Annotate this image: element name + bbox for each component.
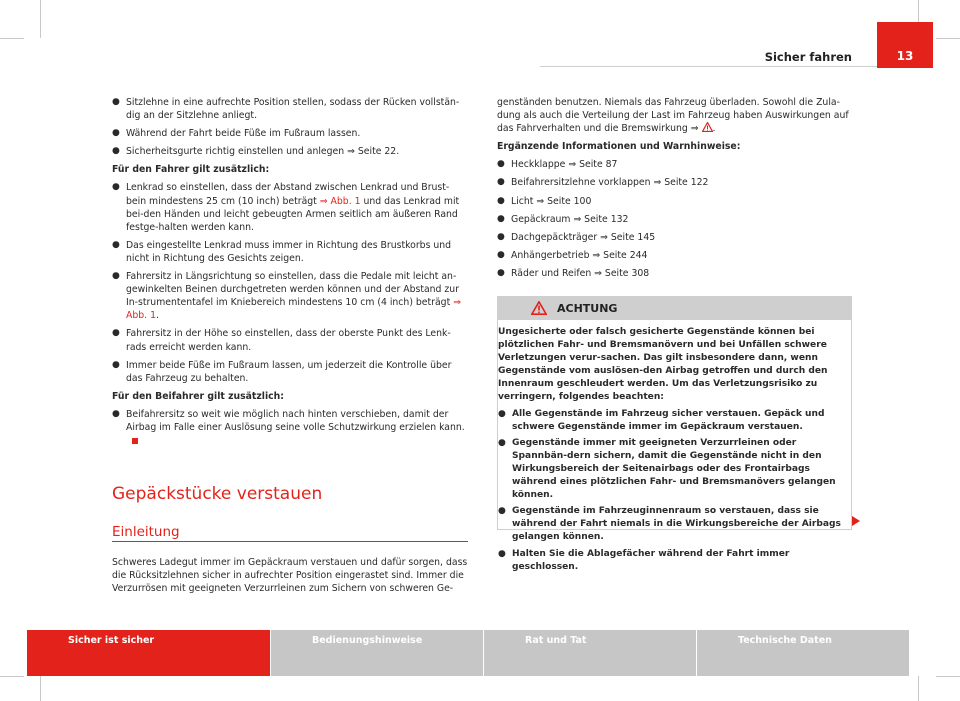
list-item-text: Alle Gegenstände im Fahrzeug sicher verstauen. Gepäck und schwere Gegenstände immer im Gepäckraum verstauen.	[512, 408, 825, 432]
info-heading: Ergänzende Informationen und Warnhinweise:	[497, 141, 741, 153]
bullet-icon: ●	[497, 213, 505, 224]
subsection-rule	[112, 541, 468, 542]
bullet-icon: ●	[112, 146, 120, 157]
list-item	[112, 127, 468, 140]
cross-reference-link[interactable]: Licht ⇒ Seite 100	[511, 195, 592, 207]
continue-arrow-icon	[852, 516, 860, 526]
bullet-icon: ●	[112, 239, 120, 250]
bullet-icon: ●	[497, 231, 505, 242]
list-item-text: Während der Fahrt beide Füße im Fußraum lassen.	[126, 128, 361, 140]
list-item-text: Fahrersitz in Längsrichtung so einstellen, dass die Pedale mit leicht an-gewinkelten Beinen durchgetreten werden können und der Abstand zur In-strumententafel im Kniebereich mindestens 10 cm (4 inch) beträgt	[126, 271, 460, 309]
passenger-heading: Für den Beifahrer gilt zusätzlich:	[112, 390, 284, 402]
list-item	[112, 181, 468, 233]
bullet-icon: ●	[498, 506, 506, 517]
list-item-text: Halten Sie die Ablagefächer während der Fahrt immer geschlossen.	[512, 548, 790, 572]
list-item	[497, 267, 853, 280]
bullet-icon: ●	[112, 408, 120, 419]
cross-reference-link[interactable]: Anhängerbetrieb ⇒ Seite 244	[511, 249, 648, 261]
crop-mark	[40, 0, 41, 38]
list-item	[498, 548, 843, 574]
list-item	[497, 176, 853, 189]
bullet-icon: ●	[498, 437, 506, 448]
list-item-text: Sicherheitsgurte richtig einstellen und anlegen ⇒ Seite 22.	[126, 146, 400, 158]
cross-reference-link[interactable]: Räder und Reifen ⇒ Seite 308	[511, 267, 650, 279]
list-item-text: Immer beide Füße im Fußraum lassen, um jederzeit die Kontrolle über das Fahrzeug zu behalten.	[126, 359, 452, 384]
list-item	[498, 437, 843, 502]
bullet-icon: ●	[112, 128, 120, 139]
bullet-icon: ●	[497, 159, 505, 170]
header-rule	[540, 66, 877, 67]
warning-box	[497, 320, 852, 572]
cross-reference-link[interactable]: Heckklappe ⇒ Seite 87	[511, 159, 618, 171]
warning-body	[498, 326, 843, 574]
bullet-icon: ●	[497, 195, 505, 206]
list-item-text: Beifahrersitz so weit wie möglich nach hinten verschieben, damit der Airbag im Falle einer Auslösung seine volle Schutzwirkung erzielen kann.	[126, 408, 465, 433]
crop-mark	[918, 676, 919, 701]
list-item	[497, 158, 853, 171]
intro-paragraph: Schweres Ladegut immer im Gepäckraum verstauen und dafür sorgen, dass die Rücksitzlehnen sicher in aufrechter Position eingerastet sind. Immer die Verzurrösen mit geeigneten Verzurrleinen zum Sichern von schweren Ge-	[112, 557, 468, 595]
list-item	[112, 359, 468, 385]
bullet-icon: ●	[112, 271, 120, 282]
bullet-icon: ●	[112, 182, 120, 193]
tab-rat-und-tat[interactable]: Rat und Tat	[484, 630, 696, 676]
crop-mark	[40, 676, 41, 701]
crop-mark	[936, 38, 960, 39]
warning-intro: Ungesicherte oder falsch gesicherte Gegenstände können bei plötzlichen Fahr- und Bremsmanövern und bei Unfällen schwere Verletzungen verur-sachen. Das gilt insbesondere dann, wenn Gegenstände vom auslösen-den Airbag getroffen und durch den Innenraum geschleudert werden. Um das Verletzungsrisiko zu verringern, folgendes beachten:	[498, 327, 828, 403]
crop-mark	[0, 676, 24, 677]
list-item	[497, 249, 853, 262]
cross-reference-link[interactable]: Beifahrersitzlehne vorklappen ⇒ Seite 122	[511, 177, 709, 189]
tab-technische-daten[interactable]: Technische Daten	[697, 630, 909, 676]
tab-sicher-ist-sicher[interactable]: Sicher ist sicher	[27, 630, 270, 676]
footer-nav	[27, 630, 909, 676]
driver-heading: Für den Fahrer gilt zusätzlich:	[112, 164, 270, 176]
list-item	[112, 145, 468, 158]
list-item	[112, 270, 468, 322]
bullet-icon: ●	[112, 359, 120, 370]
paragraph-text: genständen benutzen. Niemals das Fahrzeug überladen. Sowohl die Zula-dung als auch die Verteilung der Last im Fahrzeug haben Auswirkungen auf das Fahrverhalten und die Bremswirkung ⇒	[497, 97, 849, 135]
list-item	[497, 213, 853, 226]
list-item	[112, 408, 468, 447]
warning-triangle-icon	[531, 301, 547, 315]
list-item	[498, 408, 843, 434]
list-item-text: Gegenstände immer mit geeigneten Verzurrleinen oder Spannbän-dern sichern, damit die Gegenstände nicht in den Wirkungsbereich der Seitenairbags oder des Frontairbags während eines plötzlichen Fahr- und Bremsmanövers gelangen können.	[512, 437, 836, 501]
crop-mark	[0, 38, 24, 39]
list-item	[497, 195, 853, 208]
list-item	[112, 239, 468, 265]
bullet-icon: ●	[112, 97, 120, 107]
page-number: 13	[877, 22, 933, 68]
continued-paragraph: genständen benutzen. Niemals das Fahrzeug überladen. Sowohl die Zula-dung als auch die Verteilung der Last im Fahrzeug haben Auswirkungen auf das Fahrverhalten und die Bremswirkung ⇒ .	[497, 97, 849, 135]
bullet-icon: ●	[497, 267, 505, 278]
cross-reference-link[interactable]: Gepäckraum ⇒ Seite 132	[511, 213, 629, 225]
warning-header	[497, 296, 852, 320]
right-column	[497, 96, 853, 285]
list-item	[498, 505, 843, 544]
tab-bedienungshinweise[interactable]: Bedienungshinweise	[271, 630, 483, 676]
warning-title: ACHTUNG	[557, 301, 618, 315]
running-header-title: Sicher fahren	[764, 50, 852, 64]
list-item	[112, 96, 468, 122]
list-item-text: Gegenstände im Fahrzeuginnenraum so verstauen, dass sie während der Fahrt niemals in die Wirkungsbereiche der Airbags gelangen können.	[512, 506, 841, 543]
bullet-icon: ●	[498, 548, 506, 559]
list-item-text: und das Lenkrad mit bei-den Händen und leicht gebeugten Armen seitlich am äußeren Rand festge-halten werden kann.	[126, 195, 460, 233]
list-item	[112, 327, 468, 353]
warning-triangle-icon	[702, 122, 713, 132]
list-item	[497, 231, 853, 244]
figure-link[interactable]: ⇒ Abb. 1	[319, 195, 361, 207]
list-item-text: Fahrersitz in der Höhe so einstellen, dass der oberste Punkt des Lenk-rads erreicht werden kann.	[126, 328, 451, 353]
cross-reference-link[interactable]: Dachgepäckträger ⇒ Seite 145	[511, 231, 656, 243]
bullet-icon: ●	[112, 328, 120, 339]
list-item-text: .	[156, 310, 159, 322]
list-item-text: Sitzlehne in eine aufrechte Position stellen, sodass der Rücken vollstän-dig an der Sitzlehne anliegt.	[126, 97, 460, 122]
left-column	[112, 96, 468, 452]
end-of-section-icon	[132, 438, 138, 444]
list-item-text: Das eingestellte Lenkrad muss immer in Richtung des Brustkorbs und nicht in Richtung des Gesichts zeigen.	[126, 239, 452, 264]
crop-mark	[936, 676, 960, 677]
figure-link[interactable]: ⇒ Abb. 1	[126, 297, 461, 322]
bullet-icon: ●	[497, 249, 505, 260]
section-title: Gepäckstücke verstauen	[112, 484, 323, 504]
bullet-icon: ●	[498, 408, 506, 419]
bullet-icon: ●	[497, 177, 505, 188]
list-item-text: Lenkrad so einstellen, dass der Abstand zwischen Lenkrad und Brust-bein mindestens 25 cm (10 inch) beträgt	[126, 182, 450, 207]
subsection-title: Einleitung	[112, 524, 180, 540]
